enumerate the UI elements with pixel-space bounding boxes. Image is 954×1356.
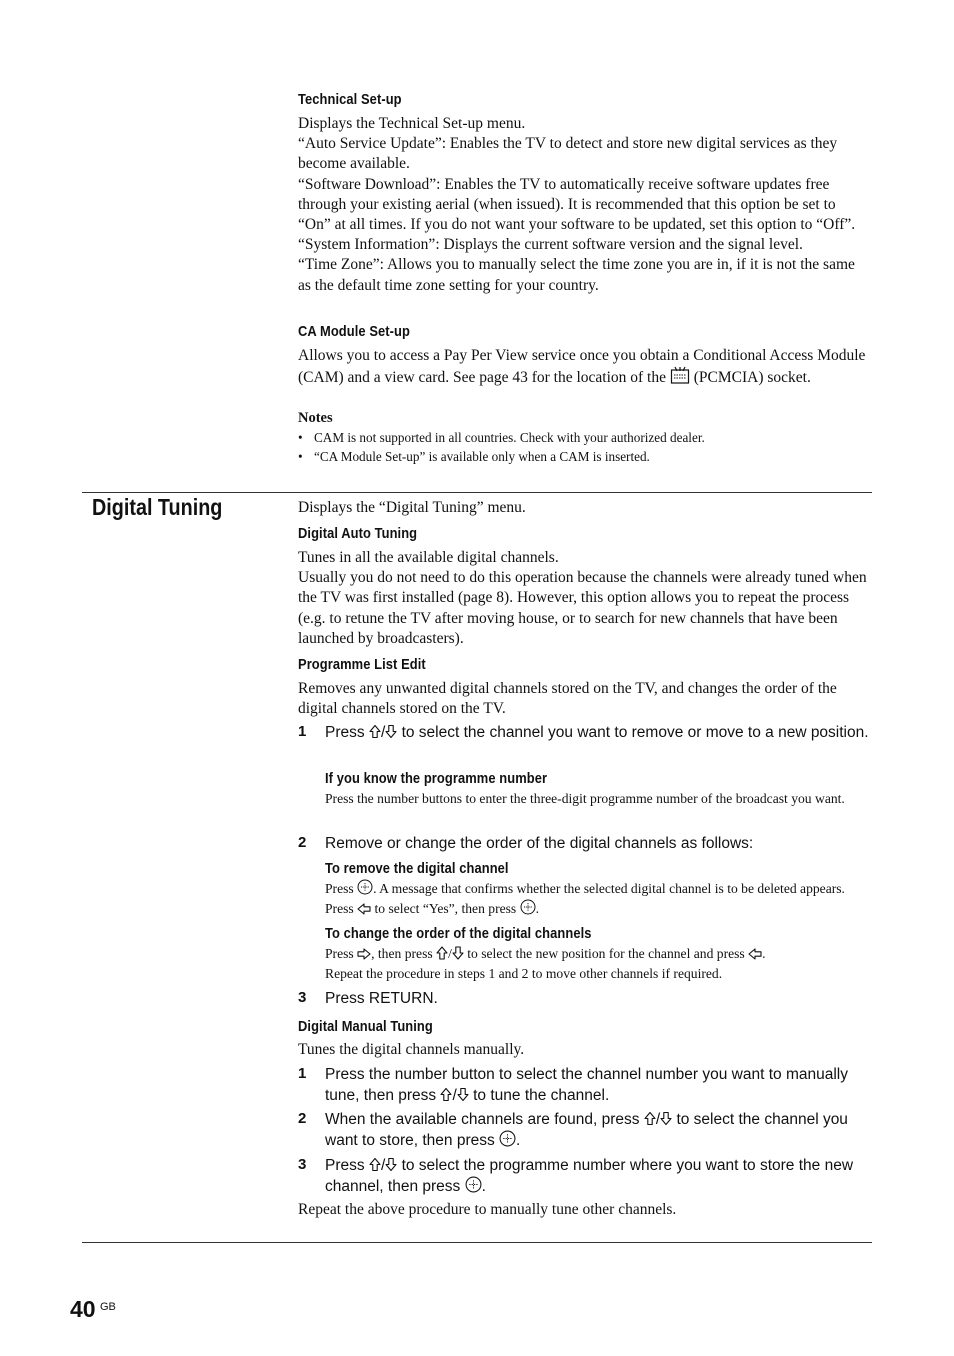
ok-button-icon <box>465 1176 482 1193</box>
manual-tuning-outro: Repeat the above procedure to manually tune other channels. <box>298 1201 677 1218</box>
know-number-body: Press the number buttons to enter the three-digit programme number of the broadcast you want. <box>325 791 845 806</box>
down-arrow-icon <box>385 724 397 739</box>
digital-tuning-intro: Displays the “Digital Tuning” menu. <box>298 499 526 516</box>
remove-text: to select “Yes”, then press <box>374 901 517 916</box>
ca-module-heading: CA Module Set-up <box>298 323 410 340</box>
ca-module-body <box>298 346 870 388</box>
left-arrow-icon <box>748 948 762 960</box>
software-download-text: “Software Download”: Enables the TV to automatically receive software updates free through your existing aerial (when issued). It is recommended that this option be set to “On” at all times. If you do not want your software to be updated, set this option to “Off”. <box>298 175 856 234</box>
up-arrow-icon <box>644 1111 656 1126</box>
pcmcia-icon <box>670 366 690 384</box>
note-text: “CA Module Set-up” is available only when a CAM is inserted. <box>314 449 650 464</box>
left-arrow-icon <box>357 903 371 915</box>
ok-button-icon <box>520 899 536 915</box>
step-number: 2 <box>298 1110 307 1127</box>
auto-tuning-line2: Usually you do not need to do this operation because the channels were already tuned when the TV was first installed (page 8). However, this option allows you to repeat the process (e.g. to retune the TV after moving house, or to search for new channels that have been launched by broadcasters). <box>298 569 867 647</box>
ple-step3: Press RETURN. <box>325 990 438 1007</box>
manual-step2: When the available channels are found, press / to select the channel you want to store, then press . <box>325 1111 848 1149</box>
step-text: Press <box>325 724 365 741</box>
down-arrow-icon <box>660 1111 672 1126</box>
programme-list-edit-heading: Programme List Edit <box>298 656 426 673</box>
up-arrow-icon <box>440 1087 452 1102</box>
step-text: Press <box>325 1157 365 1174</box>
order-repeat-text: Repeat the procedure in steps 1 and 2 to move other channels if required. <box>325 966 723 981</box>
step-number: 1 <box>298 1065 307 1082</box>
step-text: Press the number button to select the channel number you want to manually tune, then press <box>325 1066 848 1104</box>
step-text: . <box>516 1132 521 1149</box>
digital-auto-tuning-body <box>298 548 872 649</box>
bottom-divider <box>82 1242 872 1243</box>
digital-manual-tuning-heading: Digital Manual Tuning <box>298 1018 433 1035</box>
manual-step3: Press / to select the programme number where you want to store the new channel, then press . <box>325 1157 854 1195</box>
ple-step1: Press / to select the channel you want to remove or move to a new position. <box>325 724 869 741</box>
remove-channel-body <box>325 879 871 919</box>
remove-text: . A message that confirms whether the selected digital channel is to be deleted appears. Press <box>325 881 845 916</box>
step-text: When the available channels are found, press <box>325 1111 640 1128</box>
note-item: • “CA Module Set-up” is available only when a CAM is inserted. <box>298 449 650 464</box>
auto-tuning-line1: Tunes in all the available digital channels. <box>298 549 559 566</box>
change-order-heading: To change the order of the digital channels <box>325 925 592 942</box>
remove-channel-heading: To remove the digital channel <box>325 860 509 877</box>
notes-list <box>298 428 870 466</box>
digital-auto-tuning-heading: Digital Auto Tuning <box>298 525 418 542</box>
order-text: to select the new position for the channel and press <box>467 946 745 961</box>
down-arrow-icon <box>385 1157 397 1172</box>
ca-module-text-b: (PCMCIA) socket. <box>693 369 811 387</box>
step-text: to tune the channel. <box>473 1087 610 1104</box>
notes-heading: Notes <box>298 410 333 426</box>
note-text: CAM is not supported in all countries. Check with your authorized dealer. <box>314 430 705 445</box>
ca-module-text-a: Allows you to access a Pay Per View service once you obtain a Conditional Access Module (CAM) and a view card. See page 43 for the location of the <box>298 347 866 387</box>
step-number: 3 <box>298 1156 307 1173</box>
region-code: GB <box>100 1301 116 1313</box>
ok-button-icon <box>499 1130 516 1147</box>
section-divider <box>82 492 872 493</box>
step-number: 1 <box>298 723 307 740</box>
technical-setup-heading: Technical Set-up <box>298 91 402 108</box>
system-information-text: “System Information”: Displays the current software version and the signal level. <box>298 236 803 254</box>
note-item: • CAM is not supported in all countries. Check with your authorized dealer. <box>298 430 705 445</box>
right-arrow-icon <box>357 948 371 960</box>
step-number: 3 <box>298 989 307 1006</box>
order-text: , then press <box>371 946 433 961</box>
page-number: 40 <box>70 1296 96 1322</box>
down-arrow-icon <box>457 1087 469 1102</box>
technical-setup-intro: Displays the Technical Set-up menu. <box>298 115 526 132</box>
step-text: to select the channel you want to store, then press <box>325 1111 848 1149</box>
digital-tuning-title: Digital Tuning <box>92 494 223 520</box>
ple-step2: Remove or change the order of the digital channels as follows: <box>325 835 754 852</box>
programme-list-edit-body: Removes any unwanted digital channels stored on the TV, and changes the order of the digital channels stored on the TV. <box>298 680 837 718</box>
remove-text: . <box>535 901 540 916</box>
manual-step1: Press the number button to select the channel number you want to manually tune, then press / to tune the channel. <box>325 1066 848 1104</box>
time-zone-text: “Time Zone”: Allows you to manually select the time zone you are in, if it is not the same as the default time zone setting for your country. <box>298 256 855 294</box>
step-text: . <box>481 1178 486 1195</box>
change-order-body: Press , then press / to select the new position for the channel and press . Repeat the procedure in steps 1 and 2 to move other channels if required. <box>325 944 871 984</box>
digital-manual-tuning-intro: Tunes the digital channels manually. <box>298 1041 525 1058</box>
up-arrow-icon <box>369 724 381 739</box>
up-arrow-icon <box>436 946 448 960</box>
step-text: to select the programme number where you want to store the new channel, then press <box>325 1157 854 1195</box>
auto-service-update-text: “Auto Service Update”: Enables the TV to detect and store new digital services as they become available. <box>298 135 838 173</box>
step-number: 2 <box>298 834 307 851</box>
step-text: to select the channel you want to remove or move to a new position. <box>401 724 869 741</box>
order-text: Press <box>325 946 354 961</box>
down-arrow-icon <box>452 946 464 960</box>
order-text: . <box>762 946 766 961</box>
remove-text: Press <box>325 881 354 896</box>
ok-button-icon <box>357 879 373 895</box>
know-number-heading: If you know the programme number <box>325 770 548 787</box>
technical-setup-body <box>298 114 870 296</box>
up-arrow-icon <box>369 1157 381 1172</box>
